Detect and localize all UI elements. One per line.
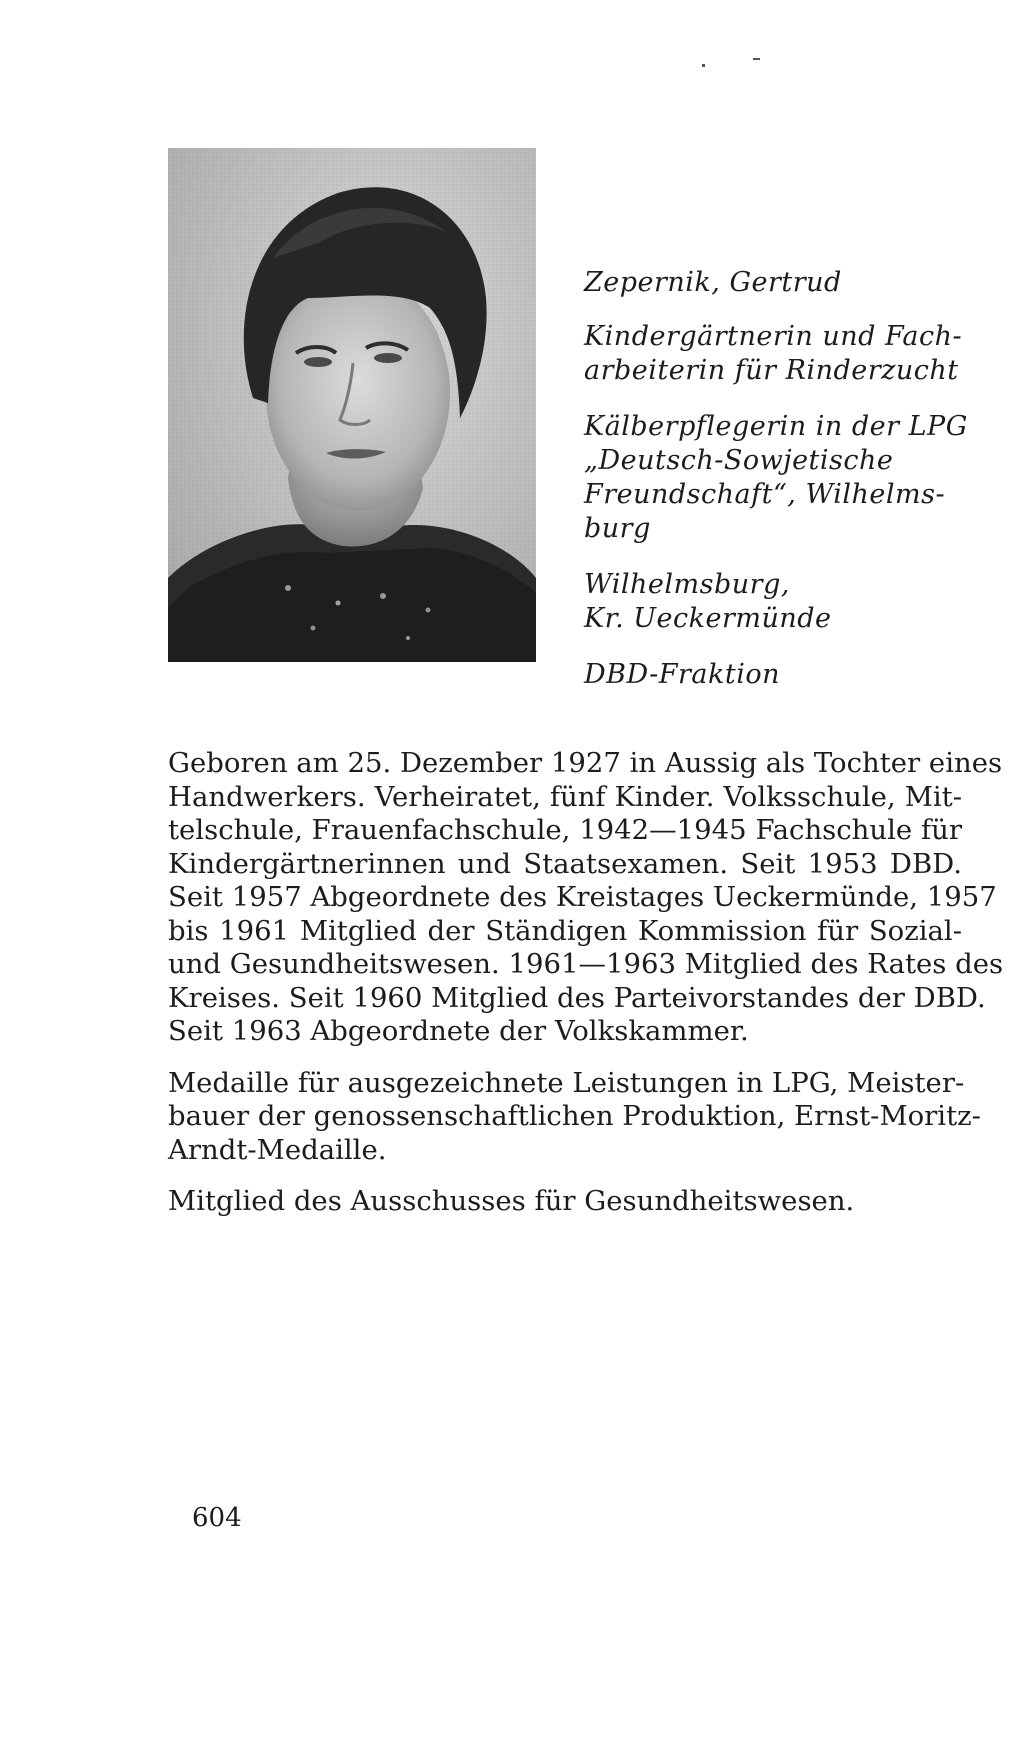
- committee-paragraph: [168, 1185, 962, 1219]
- biography-line: Seit 1957 Abgeordnete des Kreistages Ueckermünde, 1957: [168, 881, 997, 913]
- biography-line: Seit 1963 Abgeordnete der Volkskammer.: [168, 1015, 749, 1047]
- biography-line: Kindergärtnerinnen und Staatsexamen. Seit 1953 DBD.: [168, 847, 962, 880]
- member-name-block: [584, 266, 984, 300]
- location-line: Wilhelmsburg,: [584, 569, 790, 600]
- position-line: Freundschaft“, Wilhelms-: [584, 479, 946, 510]
- biography-line: Geboren am 25. Dezember 1927 in Aussig als Tochter eines: [168, 747, 1003, 779]
- biography-line: und Gesundheitswesen. 1961—1963 Mitglied des Rates des: [168, 948, 1004, 980]
- position-line: Kälberpflegerin in der LPG: [584, 411, 968, 442]
- committee-line: Mitglied des Ausschusses für Gesundheitswesen.: [168, 1185, 855, 1217]
- location-block: [584, 568, 984, 636]
- biography-paragraph: [168, 747, 1004, 1049]
- biography-line: Kreises. Seit 1960 Mitglied des Parteivorstandes der DBD.: [168, 981, 986, 1014]
- profession-line: Kindergärtnerin und Fach-: [584, 321, 963, 352]
- awards-paragraph: [168, 1066, 981, 1168]
- profession-line: arbeiterin für Rinderzucht: [584, 355, 959, 386]
- faction-block: [584, 658, 984, 692]
- print-speck: [753, 58, 760, 60]
- member-info-sidebar: [584, 266, 984, 714]
- position-block: [584, 410, 984, 546]
- biography-line: bis 1961 Mitglied der Ständigen Kommission für Sozial-: [168, 914, 962, 947]
- position-line: burg: [584, 513, 651, 544]
- page-number: 604: [192, 1503, 242, 1533]
- awards-line: Medaille für ausgezeichnete Leistungen in LPG, Meister-: [168, 1066, 965, 1099]
- position-line: „Deutsch-Sowjetische: [584, 445, 894, 476]
- biography-line: telschule, Frauenfachschule, 1942—1945 Fachschule für: [168, 814, 962, 846]
- member-name: Zepernik, Gertrud: [584, 267, 842, 298]
- biography-text: [168, 747, 1004, 1237]
- print-speck: [702, 64, 705, 67]
- profession-block: [584, 320, 984, 388]
- awards-line: Arndt-Medaille.: [168, 1133, 387, 1166]
- awards-line: bauer der genossenschaftlichen Produktion, Ernst-Moritz-: [168, 1100, 981, 1132]
- faction-label: DBD-Fraktion: [584, 659, 780, 690]
- portrait-photo: [168, 148, 536, 662]
- location-line: Kr. Ueckermünde: [584, 603, 832, 634]
- biography-line: Handwerkers. Verheiratet, fünf Kinder. Volksschule, Mit-: [168, 780, 962, 813]
